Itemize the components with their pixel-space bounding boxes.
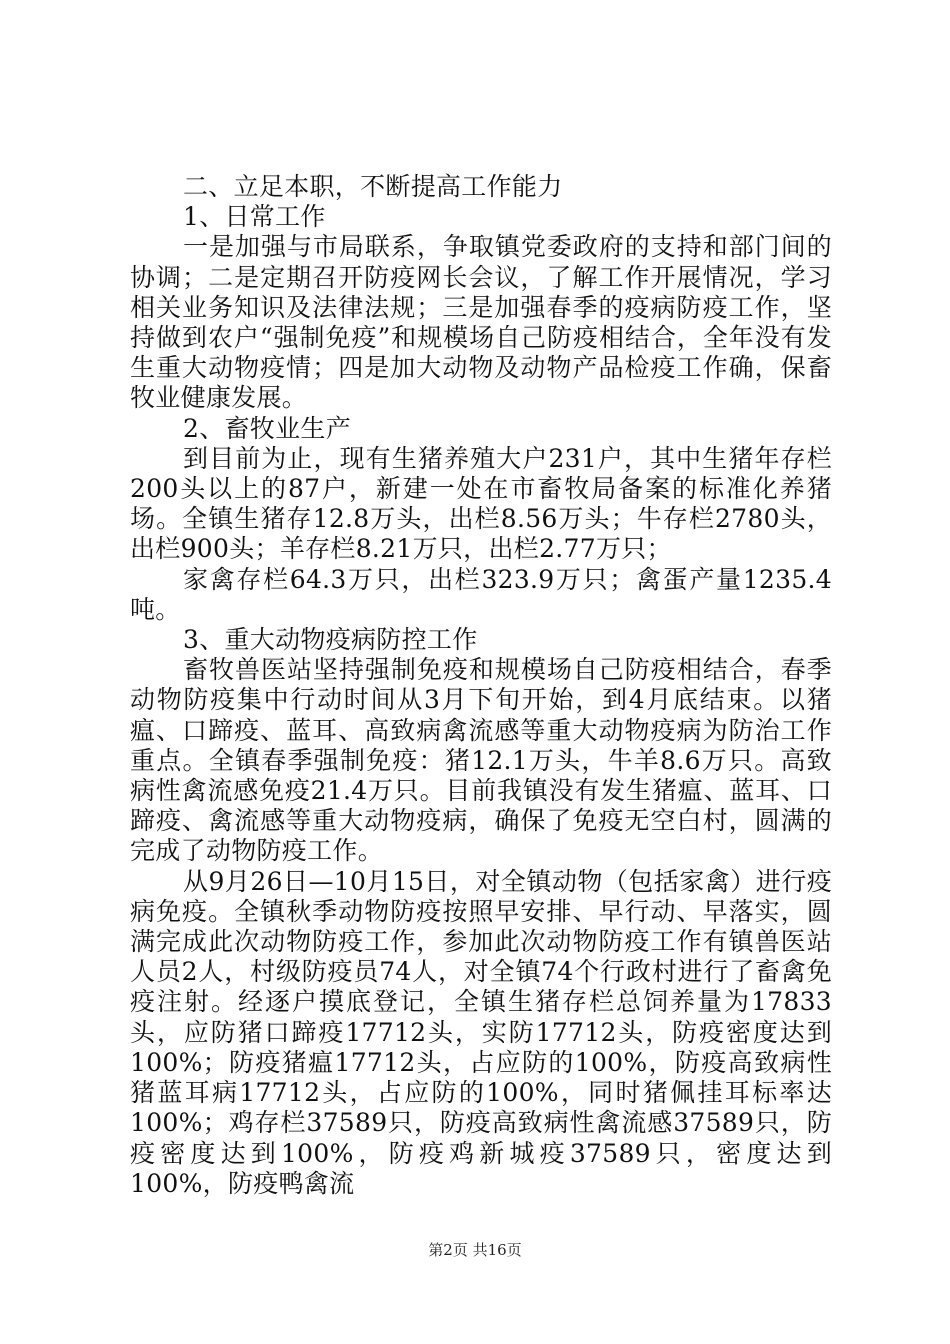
subsection-heading-epidemic-control: 3、重大动物疫病防控工作 bbox=[183, 625, 478, 655]
section-heading: 二、立足本职，不断提高工作能力 bbox=[183, 172, 563, 201]
paragraph-poultry-stats: 家禽存栏64.3万只，出栏323.9万只；禽蛋产量1235.4吨。 bbox=[130, 564, 832, 624]
paragraph-spring-immunization: 畜牧兽医站坚持强制免疫和规模场自己防疫相结合，春季动物防疫集中行动时间从3月下旬开始，到4月底结束。以猪瘟、口蹄疫、蓝耳、高致病禽流感等重大动物疫病为防治工作重点。全镇春季强制免疫：猪12.1万头，牛羊8.6万只。高致病性禽流感免疫21.4万只。目前我镇没有发生猪瘟、蓝耳、口蹄疫、禽流感等重大动物疫病，确保了免疫无空白村，圆满的完成了动物防疫工作。 bbox=[130, 655, 832, 866]
subsection-heading-daily-work: 1、日常工作 bbox=[183, 202, 326, 232]
paragraph-daily-work: 一是加强与市局联系，争取镇党委政府的支持和部门间的协调；二是定期召开防疫网长会议，了解工作开展情况，学习相关业务知识及法律法规；三是加强春季的疫病防疫工作，坚持做到农户“强制免疫”和规模场自己防疫相结合，全年没有发生重大动物疫情；四是加大动物及动物产品检疫工作确，保畜牧业健康发展。 bbox=[130, 232, 832, 413]
paragraph-autumn-immunization: 从9月26日—10月15日，对全镇动物（包括家禽）进行疫病免疫。全镇秋季动物防疫按照早安排、早行动、早落实，圆满完成此次动物防疫工作，参加此次动物防疫工作有镇兽医站人员2人，村级防疫员74人，对全镇74个行政村进行了畜禽免疫注射。经逐户摸底登记，全镇生猪存栏总饲养量为17833头，应防猪口蹄疫17712头，实防17712头，防疫密度达到100%；防疫猪瘟17712头，占应防的100%，防疫高致病性猪蓝耳病17712头，占应防的100%，同时猪佩挂耳标率达100%；鸡存栏37589只，防疫高致病性禽流感37589只，防疫密度达到100%，防疫鸡新城疫37589只，密度达到100%，防疫鸭禽流 bbox=[130, 866, 832, 1198]
page-number-footer: 第2页 共16页 bbox=[428, 1241, 522, 1259]
subsection-heading-livestock-production: 2、畜牧业生产 bbox=[183, 413, 352, 443]
document-body bbox=[130, 172, 832, 1199]
paragraph-livestock-stats: 到目前为止，现有生猪养殖大户231户，其中生猪年存栏200头以上的87户，新建一处在市畜牧局备案的标准化养猪场。全镇生猪存12.8万头，出栏8.56万头；牛存栏2780头，出栏900头；羊存栏8.21万只，出栏2.77万只； bbox=[130, 443, 832, 564]
